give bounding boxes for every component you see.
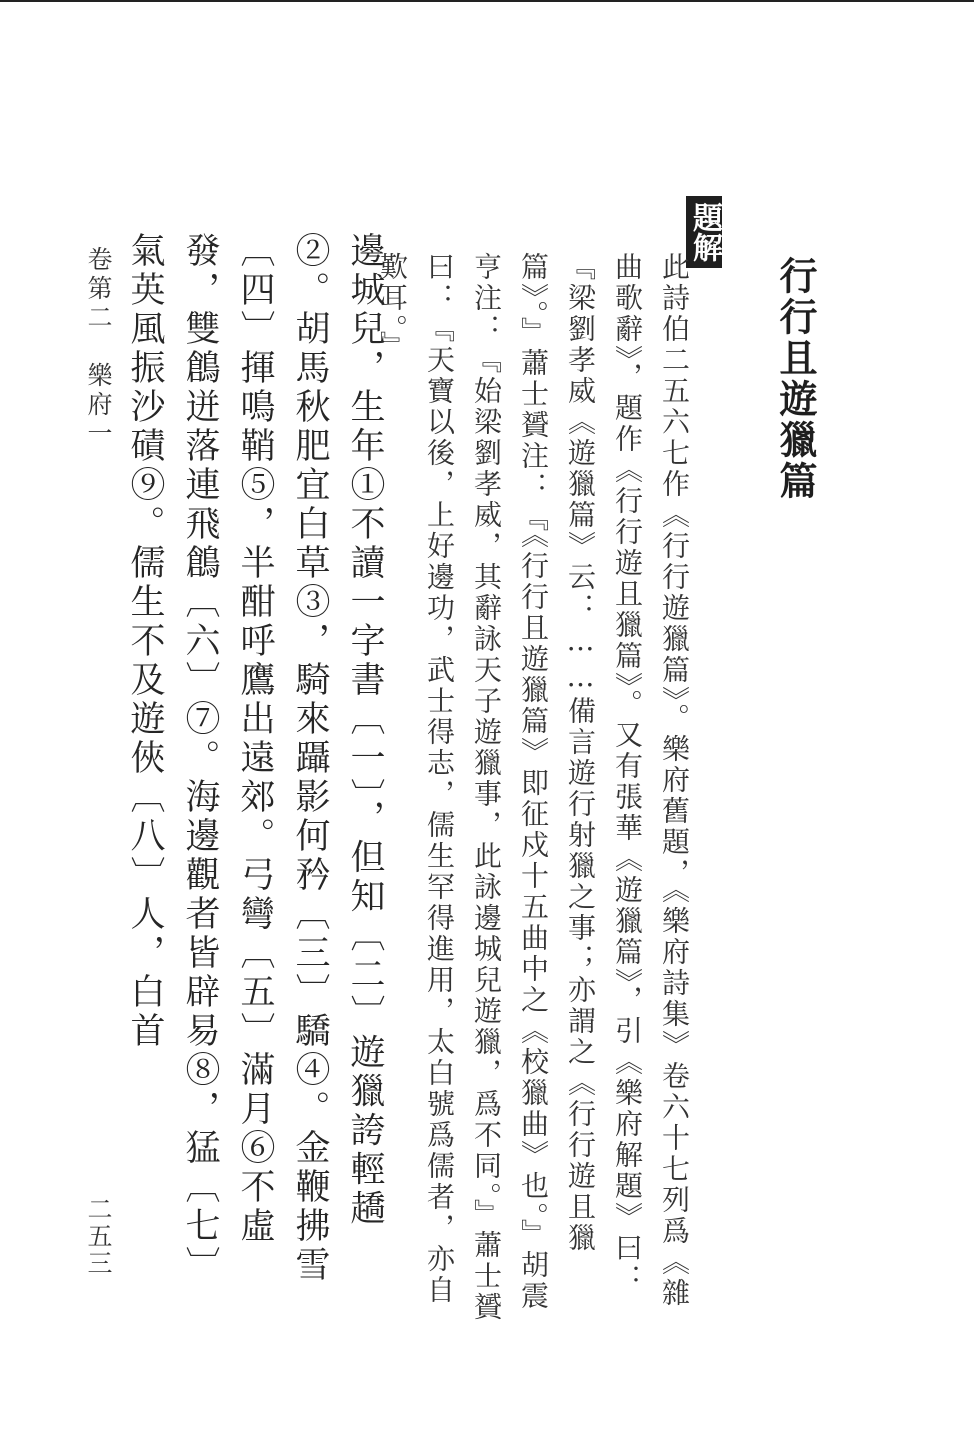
poem-title: 行行且遊獵篇 — [773, 256, 818, 502]
commentary-text — [369, 196, 698, 1326]
poem-paragraph: 邊城兒，生年①不讀一字書〔一〕，但知〔二〕遊獵誇輕趫②。胡馬秋肥宜白草③，騎來躡影何矜〔三〕驕④。金鞭拂雪〔四〕揮鳴鞘⑤，半酣呼鷹出遠郊。弓彎〔五〕滿月⑥不虛發，雙鶬迸落連飛鶬〔六〕⑦。海邊觀者皆辟易⑧，猛〔七〕氣英風振沙磧⑨。儒生不及遊俠〔八〕人，白首 — [125, 232, 385, 1285]
running-head: 卷第二 樂府一 — [84, 246, 113, 449]
commentary-paragraph: 此詩伯二五六七作《行行遊獵篇》。樂府舊題，《樂府詩集》卷六十七列爲《雜曲歌辭》，題作《行行遊且獵篇》。又有張華《遊獵篇》，引《樂府解題》曰：『梁劉孝威《遊獵篇》云：……備言遊行射獵之事；亦謂之《行行遊且獵篇》。』蕭士贇注：『《行行且遊獵篇》即征戍十五曲中之《校獵曲》也。』胡震亨注：『始梁劉孝威，其辭詠天子遊獵事，此詠邊城兒遊獵，爲不同。』蕭士贇曰：『天寶以後，上好邊功，武士得志，儒生罕得進用，太白號爲儒者，亦自歎耳。』 — [376, 252, 691, 1323]
section-label-tijie: 題解 — [686, 196, 722, 268]
poem-text — [117, 140, 392, 1290]
page-number: 二五三 — [84, 1196, 113, 1277]
